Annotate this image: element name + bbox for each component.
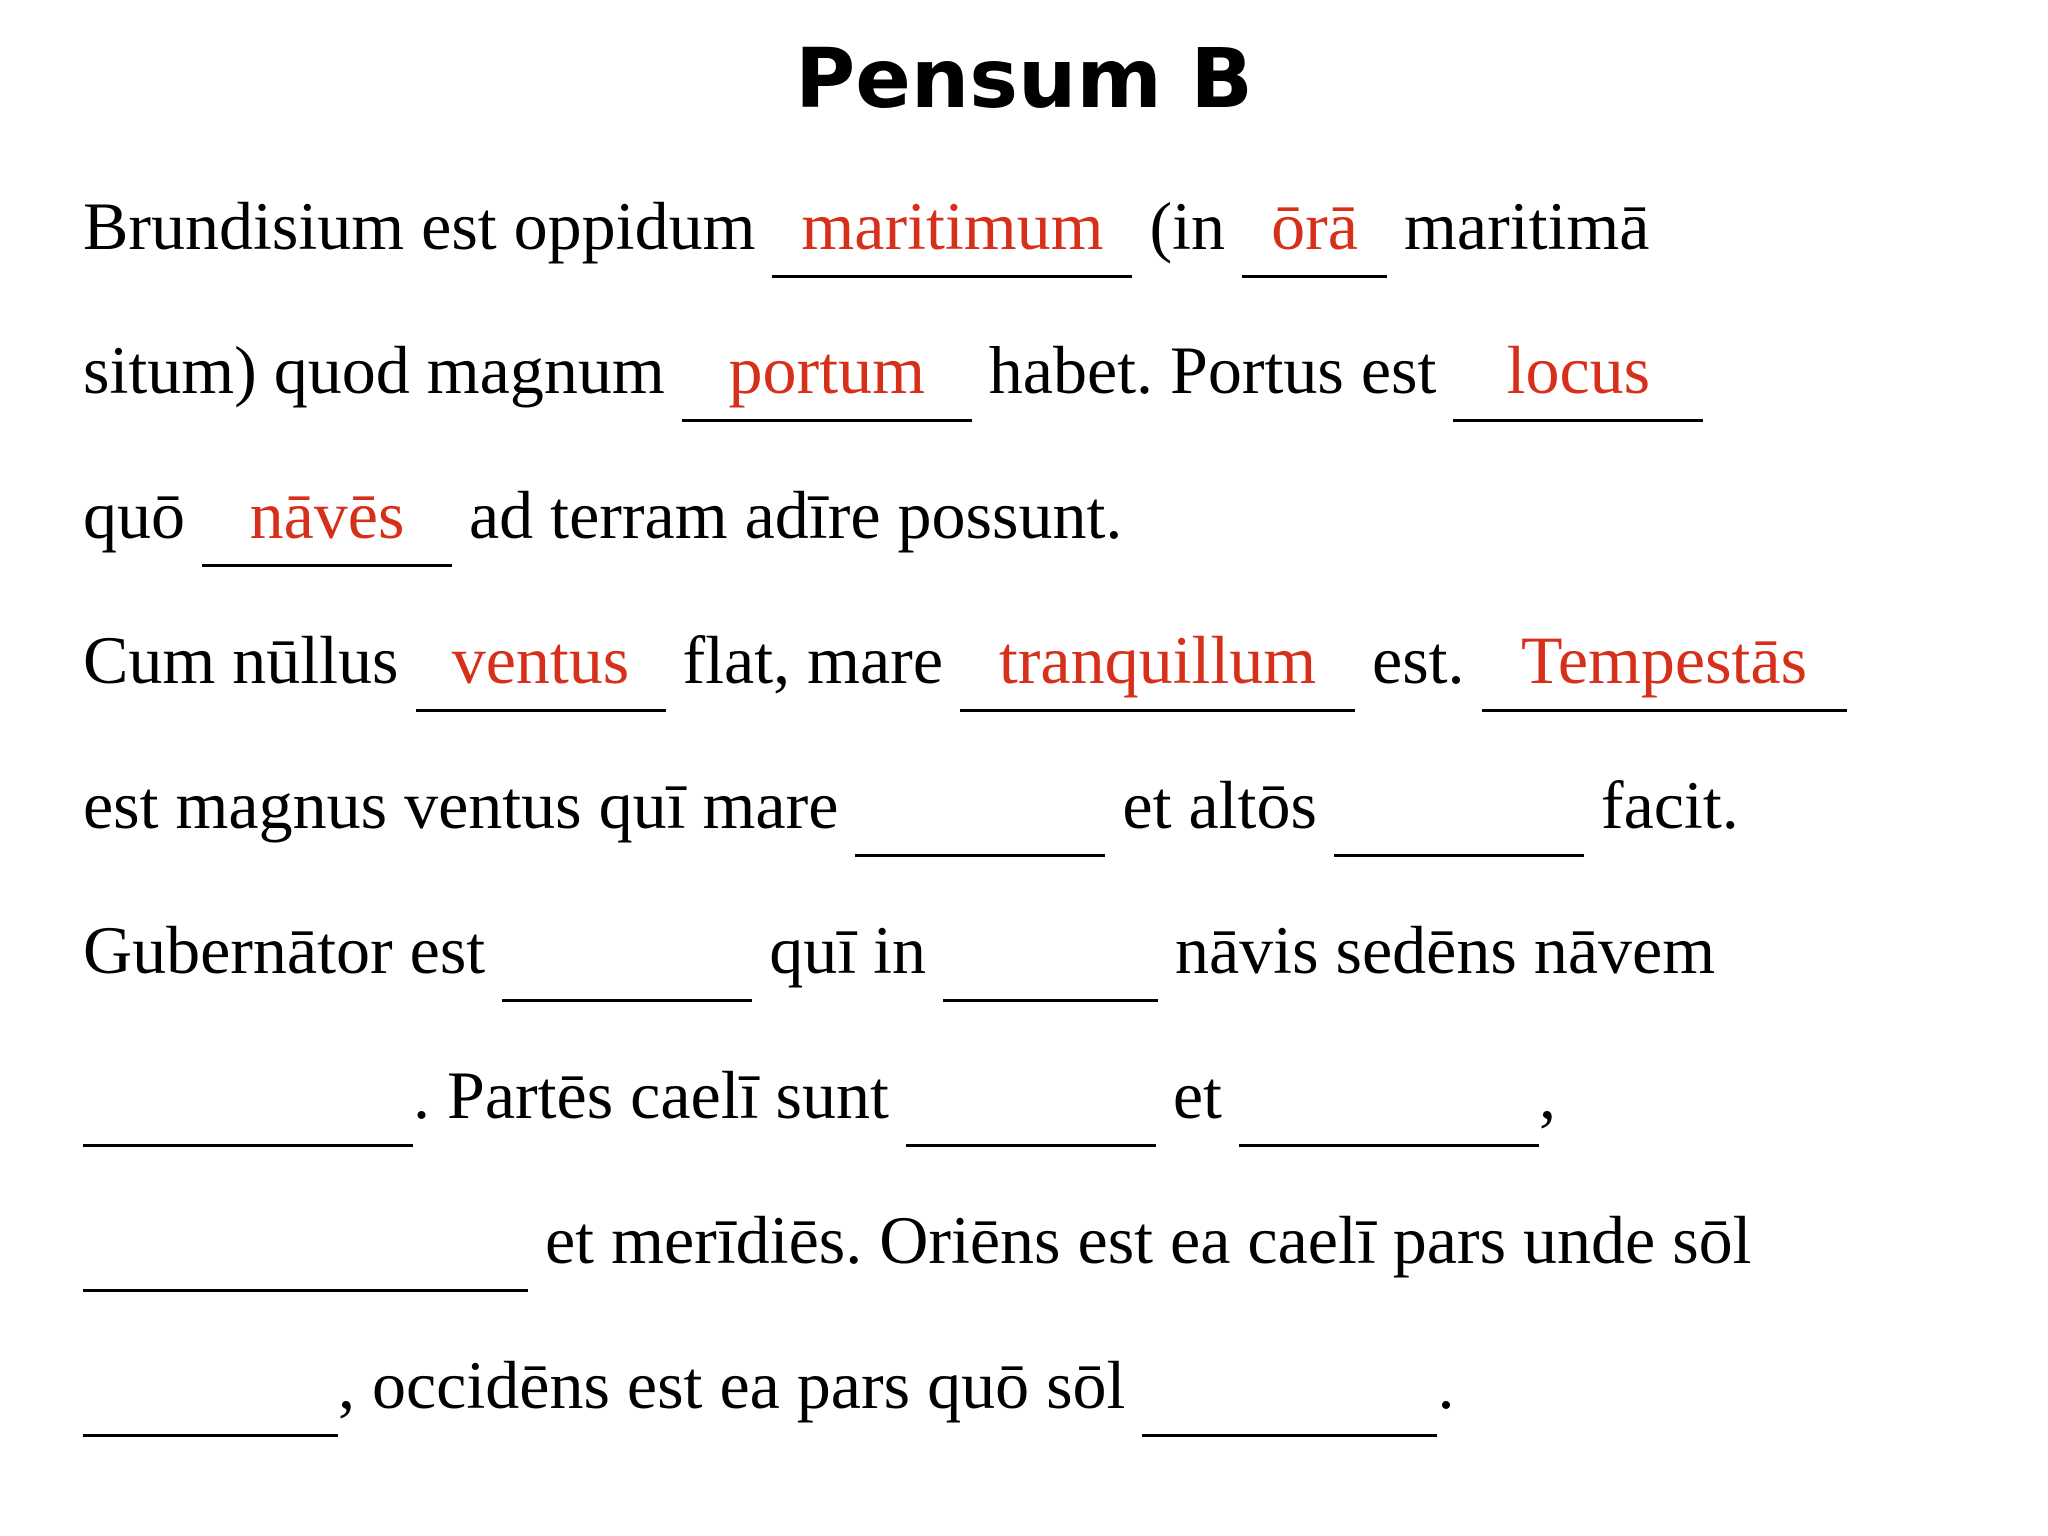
line-text: . Partēs caelī sunt (413, 1057, 906, 1133)
line-text: , occidēns est ea pars quō sōl (338, 1347, 1143, 1423)
text-line (83, 620, 1847, 700)
line-text: et merīdiēs. Oriēns est ea caelī pars unde sōl (528, 1202, 1752, 1278)
blank-underline (83, 1144, 413, 1147)
blank-underline (960, 709, 1355, 712)
empty-blank[interactable] (943, 910, 1158, 990)
blank-answer: locus (1506, 332, 1651, 408)
line-text: quō (83, 477, 202, 553)
blank-underline (416, 709, 666, 712)
blank-answer (972, 765, 989, 845)
blank-underline (855, 854, 1105, 857)
blank-answer (619, 910, 636, 990)
filled-blank[interactable] (1453, 330, 1703, 410)
blank-underline (1334, 854, 1584, 857)
empty-blank[interactable] (1142, 1345, 1437, 1425)
text-line (83, 1200, 1752, 1280)
blank-underline (1239, 1144, 1539, 1147)
text-line (83, 330, 1703, 410)
line-text: Brundisium est oppidum (83, 188, 773, 264)
filled-blank[interactable] (202, 475, 452, 555)
empty-blank[interactable] (83, 1345, 338, 1425)
blank-answer: ōrā (1271, 188, 1358, 264)
blank-underline (906, 1144, 1156, 1147)
filled-blank[interactable] (1242, 186, 1387, 266)
blank-answer (1022, 1055, 1039, 1135)
empty-blank[interactable] (855, 765, 1105, 845)
line-text: situm) quod magnum (83, 332, 682, 408)
empty-blank[interactable] (83, 1055, 413, 1135)
blank-answer (297, 1200, 314, 1280)
page-title: Pensum B (795, 32, 1253, 127)
filled-blank[interactable] (772, 186, 1132, 266)
text-line (83, 475, 1122, 555)
line-text: est. (1355, 622, 1482, 698)
blank-answer (240, 1055, 257, 1135)
blank-answer: portum (728, 332, 925, 408)
blank-answer (1042, 910, 1059, 990)
blank-answer: tranquillum (998, 622, 1317, 698)
line-text: facit. (1583, 767, 1739, 843)
filled-blank[interactable] (1482, 620, 1847, 700)
blank-underline (1453, 419, 1703, 422)
filled-blank[interactable] (416, 620, 666, 700)
line-text: (in (1132, 188, 1243, 264)
blank-underline (502, 999, 752, 1002)
filled-blank[interactable] (682, 330, 972, 410)
blank-underline (83, 1289, 528, 1292)
line-text: . (1437, 1347, 1455, 1423)
empty-blank[interactable] (502, 910, 752, 990)
blank-answer: ventus (451, 622, 630, 698)
blank-answer: maritimum (801, 188, 1104, 264)
blank-underline (943, 999, 1158, 1002)
line-text: Gubernātor est (83, 912, 503, 988)
text-line (83, 1345, 1454, 1425)
blank-underline (83, 1434, 338, 1437)
filled-blank[interactable] (960, 620, 1355, 700)
text-line (83, 186, 1650, 266)
blank-underline (1142, 1434, 1437, 1437)
line-text: ad terram adīre possunt. (452, 477, 1123, 553)
empty-blank[interactable] (83, 1200, 528, 1280)
line-text: nāvis sedēns nāvem (1158, 912, 1716, 988)
blank-underline (682, 419, 972, 422)
blank-underline (1482, 709, 1847, 712)
line-text: et (1155, 1057, 1239, 1133)
blank-underline (772, 275, 1132, 278)
empty-blank[interactable] (1239, 1055, 1539, 1135)
blank-answer (1380, 1055, 1397, 1135)
line-text: Cum nūllus (83, 622, 416, 698)
line-text: est magnus ventus quī mare (83, 767, 856, 843)
blank-underline (202, 564, 452, 567)
line-text: habet. Portus est (971, 332, 1454, 408)
line-text: maritimā (1387, 188, 1650, 264)
line-text: , (1538, 1057, 1556, 1133)
text-line (83, 765, 1739, 845)
blank-answer: Tempestās (1521, 622, 1808, 698)
line-text: et altōs (1105, 767, 1334, 843)
blank-answer: nāvēs (249, 477, 405, 553)
blank-answer (1281, 1345, 1298, 1425)
blank-answer (1450, 765, 1467, 845)
empty-blank[interactable] (1334, 765, 1584, 845)
empty-blank[interactable] (906, 1055, 1156, 1135)
line-text: flat, mare (665, 622, 961, 698)
line-text: quī in (752, 912, 943, 988)
text-line (83, 1055, 1556, 1135)
blank-underline (1242, 275, 1387, 278)
blank-answer (202, 1345, 219, 1425)
text-line (83, 910, 1715, 990)
